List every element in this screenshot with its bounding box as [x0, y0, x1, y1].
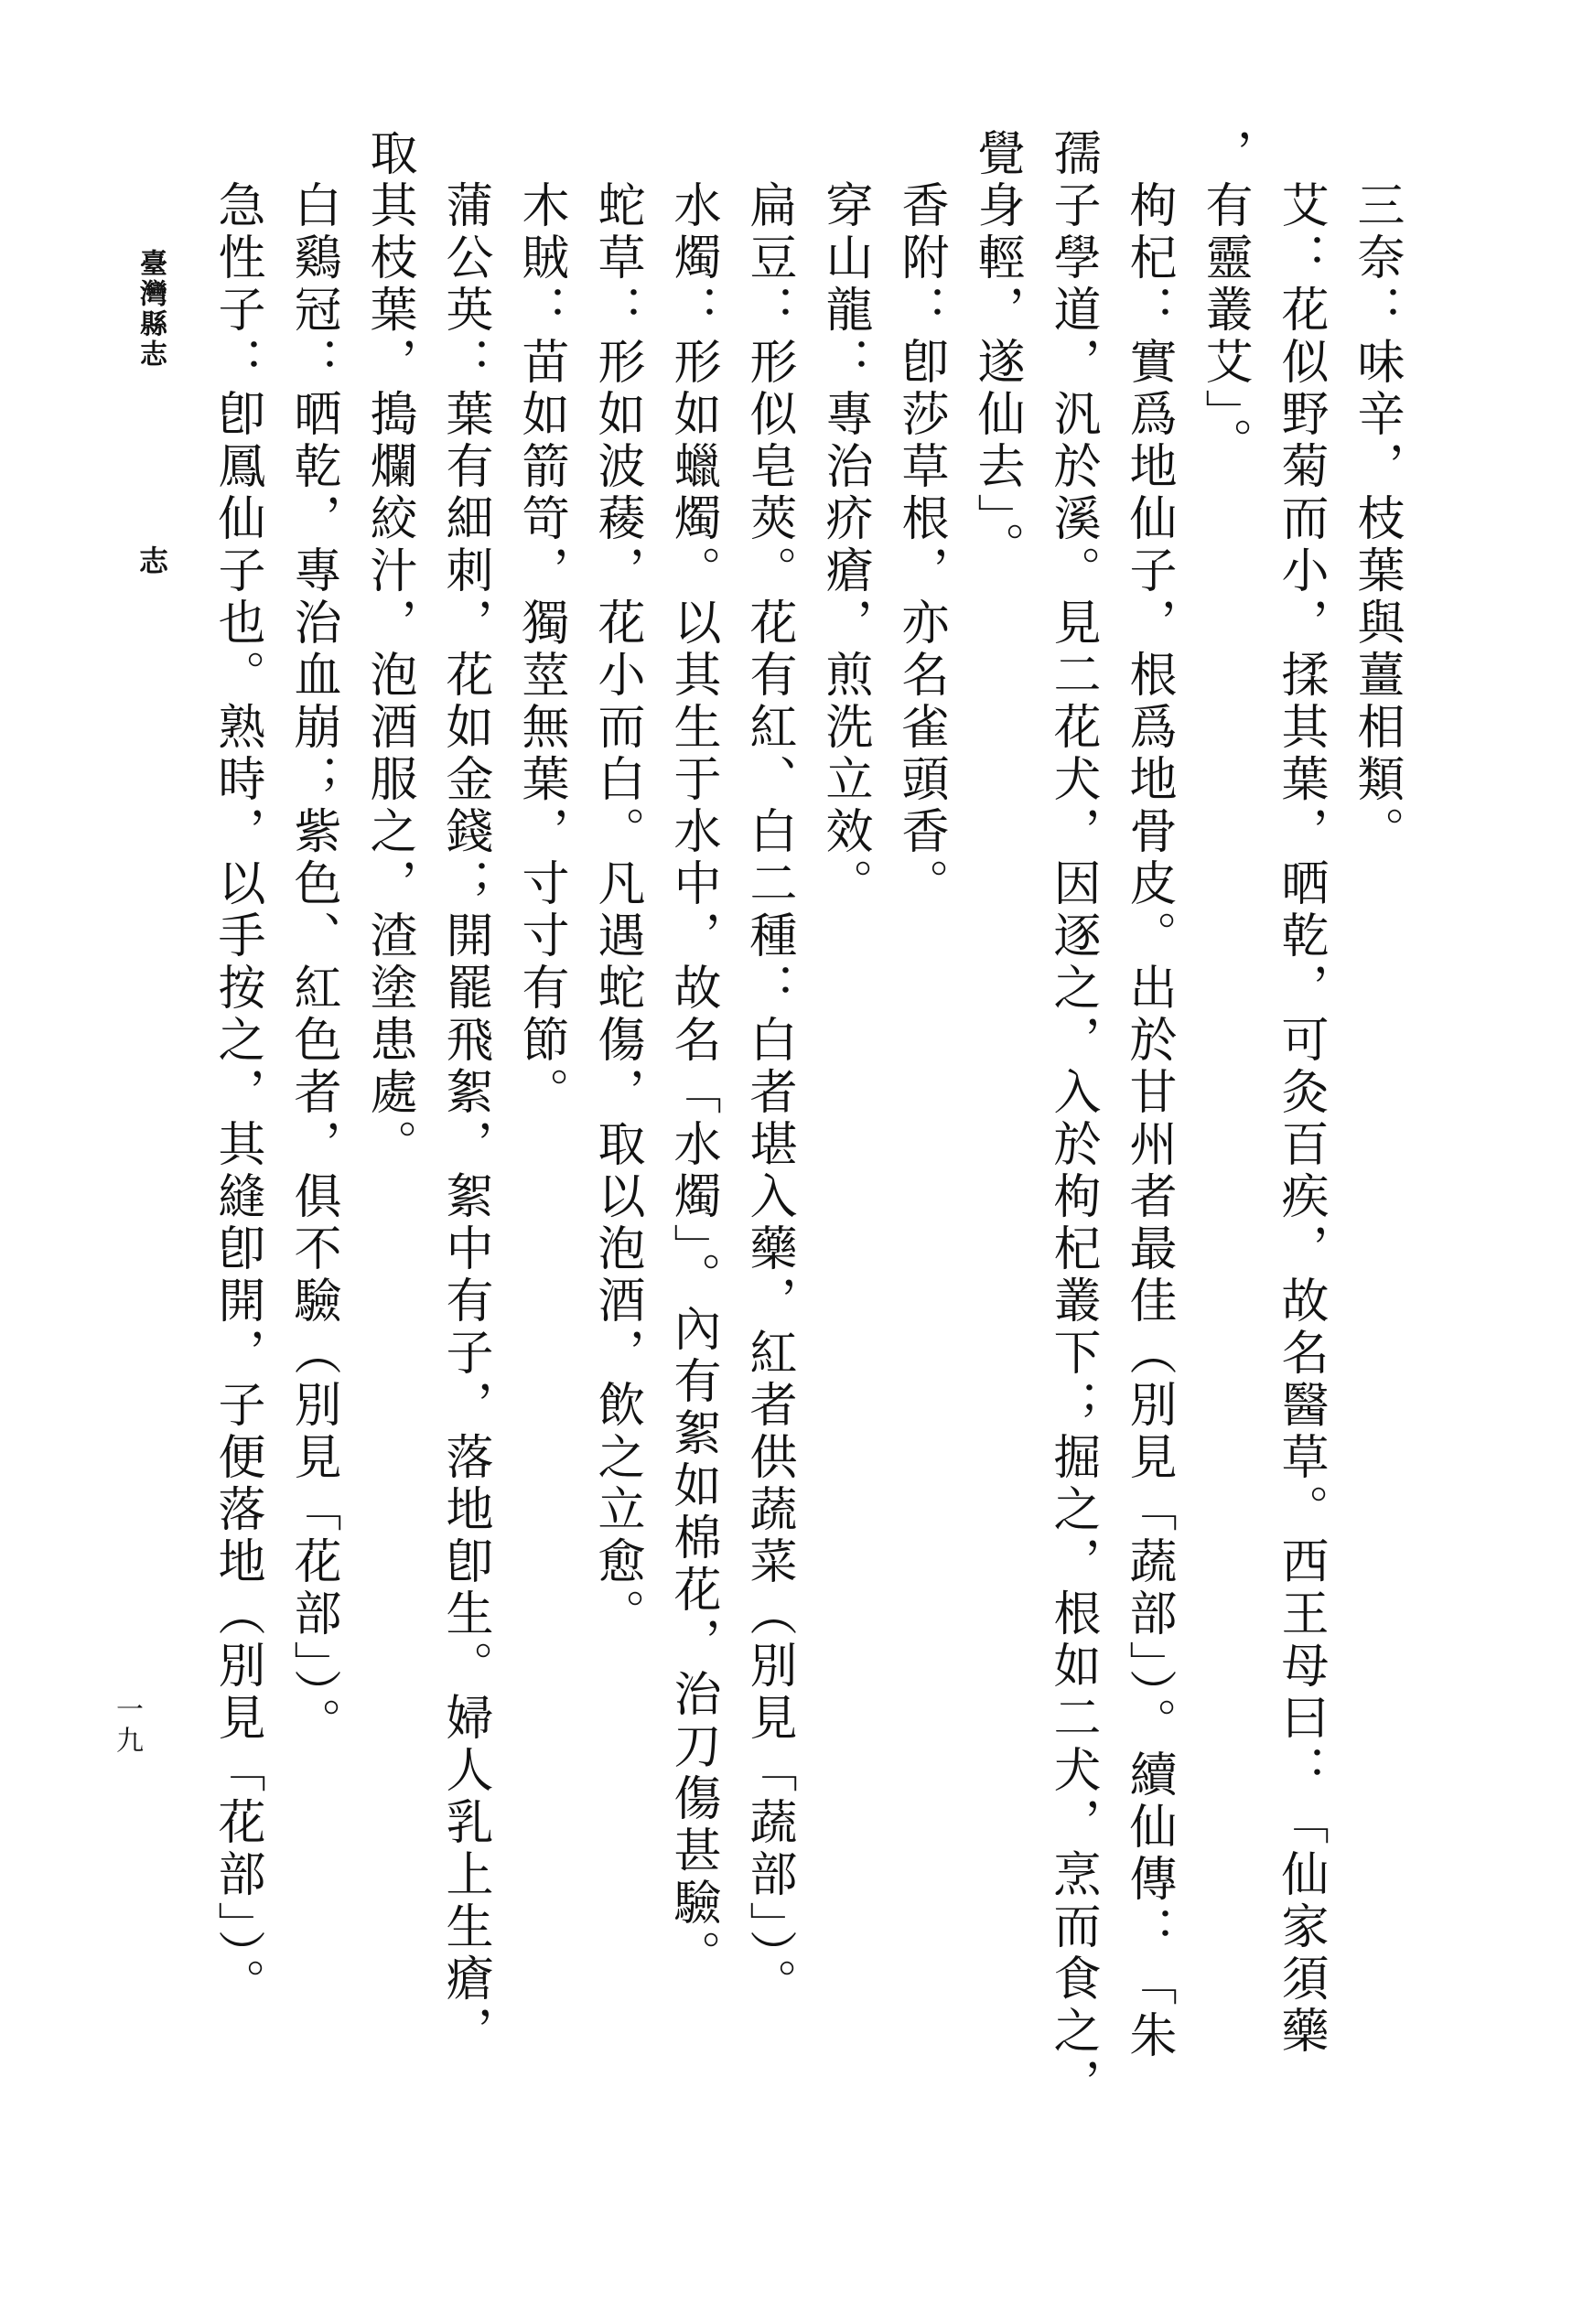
continuation-column: ，有靈叢艾」。	[1198, 128, 1250, 469]
continuation-column: 孺子學道，汎於溪。見二花犬，因逐之，入於枸杞叢下；掘之，根如二犬，烹而食之，	[1046, 128, 1098, 2110]
entry-column: 蛇草：形如波薐，花小而白。凡遇蛇傷，取以泡酒，飲之立愈。	[590, 180, 642, 1641]
entry-column: 三奈：味辛，枝葉與薑相類。	[1350, 180, 1402, 858]
running-header-trailing-char: 志	[135, 545, 168, 575]
entry-column: 急性子：卽鳳仙子也。熟時，以手按之，其縫卽開，子便落地（別見「花部」）。	[210, 180, 263, 2010]
continuation-column: 取其枝葉，搗爛絞汁，泡酒服之，渣塗患處。	[362, 128, 415, 1171]
entry-column: 枸杞：實爲地仙子，根爲地骨皮。出於甘州者最佳（別見「蔬部」）。續仙傳：「朱	[1122, 180, 1174, 2062]
text-block	[199, 128, 1414, 2123]
entry-column: 艾：花似野菊而小，揉其葉，晒乾，可灸百疾，故名醫草。西王母曰：「仙家須藥	[1274, 180, 1326, 2058]
entry-column: 扁豆：形似皂莢。花有紅、白二種：白者堪入藥，紅者供蔬菜（別見「蔬部」）。	[742, 180, 794, 2010]
folio-page-number: 一九	[112, 1695, 142, 1757]
entry-column: 木賊：苗如箭笴，獨莖無葉，寸寸有節。	[514, 180, 566, 1119]
entry-column: 香附：卽莎草根，亦名雀頭香。	[894, 180, 946, 910]
entry-column: 水燭：形如蠟燭。以其生于水中，故名「水燭」。內有絮如棉花，治刀傷甚驗。	[666, 180, 718, 1982]
continuation-column: 覺身輕，遂仙去」。	[970, 128, 1022, 574]
running-book-title: 臺灣縣志	[135, 249, 166, 370]
entry-column: 蒲公英：葉有細刺，花如金錢；開罷飛絮，絮中有子，落地卽生。婦人乳上生瘡，	[438, 180, 490, 2058]
entry-column: 白鷄冠：晒乾，專治血崩；紫色、紅色者，俱不驗（別見「花部」）。	[286, 180, 339, 1749]
entry-column: 穿山龍：專治疥瘡，煎洗立效。	[818, 180, 870, 910]
